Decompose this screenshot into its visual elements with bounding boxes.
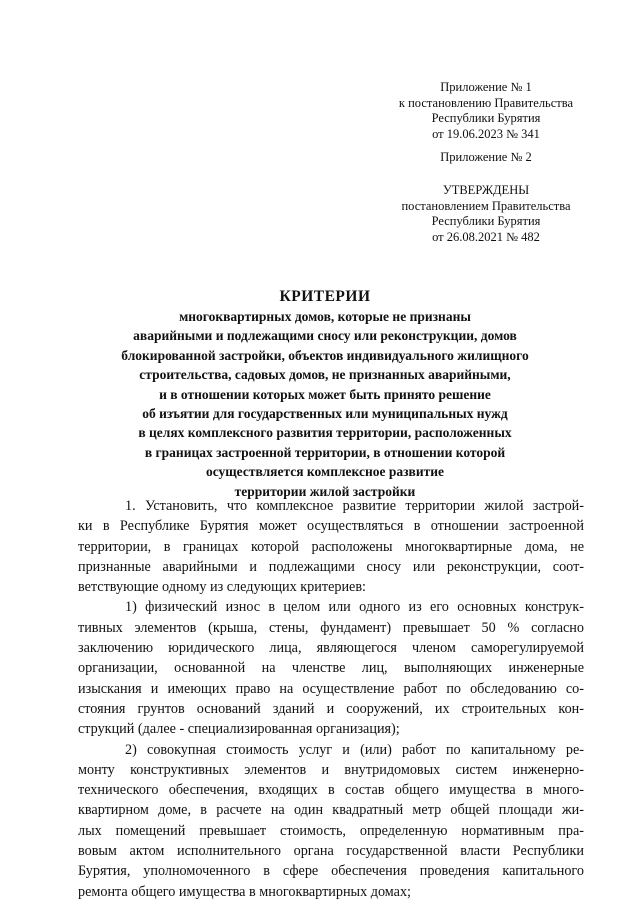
title-line: об изъятии для государственных или муниципальных нужд: [142, 406, 508, 422]
appendix-1-ref: к постановлению Правительства: [398, 95, 574, 110]
paragraph-1-line: признанные аварийными и подлежащими сносу или реконструкции, соот-: [78, 558, 584, 575]
approved-date: от 26.08.2021 № 482: [432, 229, 540, 244]
criterion-2-line: квартирном доме, в расчете на один квадратный метр общей площади жи-: [78, 802, 584, 819]
appendix-2-title: Приложение № 2: [440, 150, 532, 164]
title-line: аварийными и подлежащими сносу или реконструкции, домов: [133, 328, 517, 344]
criterion-1-line: организации, основанной на членстве лиц, выполняющих инженерные: [78, 660, 584, 677]
paragraph-1-line: 1. Установить, что комплексное развитие территории жилой застрой-: [125, 498, 584, 514]
criterion-1-line: тивных элементов (крыша, стены, фундамент) превышает 50 % согласно: [78, 619, 584, 636]
paragraph-1-line: территории, в границах которой расположены многоквартирные дома, не: [78, 538, 584, 555]
criterion-1-line: стояния грунтов оснований зданий и сооружений, их строительных кон-: [78, 700, 584, 717]
criterion-1-line: струкций (далее - специализированная организация);: [78, 721, 400, 738]
title-main: КРИТЕРИИ: [279, 288, 371, 305]
approved-header: [386, 183, 586, 245]
criterion-1-line: заключению юридического лица, являющегося членом саморегулируемой: [78, 640, 584, 657]
appendix-1-region: Республики Бурятия: [431, 111, 541, 125]
document-title: [60, 287, 590, 501]
appendix-2-header: [386, 150, 586, 166]
criterion-2-line: монту конструктивных элементов и внутридомовых систем инженерно-: [78, 761, 584, 778]
criterion-2-line: ремонта общего имущества в многоквартирных домах;: [78, 883, 411, 900]
document-body: [78, 496, 584, 902]
title-line: территории жилой застройки: [234, 483, 416, 499]
criterion-2-line: технического обеспечения, входящих в состав общего имущества в много-: [78, 782, 584, 799]
appendix-1-date: от 19.06.2023 № 341: [432, 126, 540, 141]
approved-region: Республики Бурятия: [431, 214, 541, 228]
title-line: многоквартирных домов, которые не признаны: [179, 309, 471, 324]
title-line: строительства, садовых домов, не признанных аварийными,: [139, 367, 511, 383]
criterion-2-line: Бурятия, уполномоченного в сфере обеспечения проведения капитального: [78, 863, 584, 880]
title-line: блокированной застройки, объектов индивидуального жилищного: [121, 347, 529, 363]
criterion-2-line: вовым актом исполнительного органа государственной власти Республики: [78, 843, 584, 860]
paragraph-1-line: ки в Республике Бурятия может осуществляться в отношении застроенной: [78, 518, 584, 535]
paragraph-1-line: ветствующие одному из следующих критериев:: [78, 579, 366, 596]
title-line: осуществляется комплексное развитие: [205, 464, 445, 480]
appendix-1-title: Приложение № 1: [440, 80, 532, 94]
approved-title: УТВЕРЖДЕНЫ: [442, 183, 530, 197]
criterion-2-line: лых помещений превышает стоимость, определенную нормативным пра-: [78, 822, 584, 839]
appendix-1-header: [386, 80, 586, 142]
criterion-1-line: 1) физический износ в целом или одного из его основных конструк-: [125, 599, 584, 616]
title-line: и в отношении которых может быть принято решение: [159, 386, 491, 402]
title-line: в границах застроенной территории, в отношении которой: [144, 444, 506, 460]
criterion-2-line: 2) совокупная стоимость услуг и (или) работ по капитальному ре-: [125, 741, 584, 758]
title-line: в целях комплексного развития территории, расположенных: [138, 425, 512, 441]
criterion-1-line: изыскания и имеющих право на осуществление работ по обследованию со-: [78, 680, 584, 697]
approved-ref: постановлением Правительства: [401, 198, 571, 213]
